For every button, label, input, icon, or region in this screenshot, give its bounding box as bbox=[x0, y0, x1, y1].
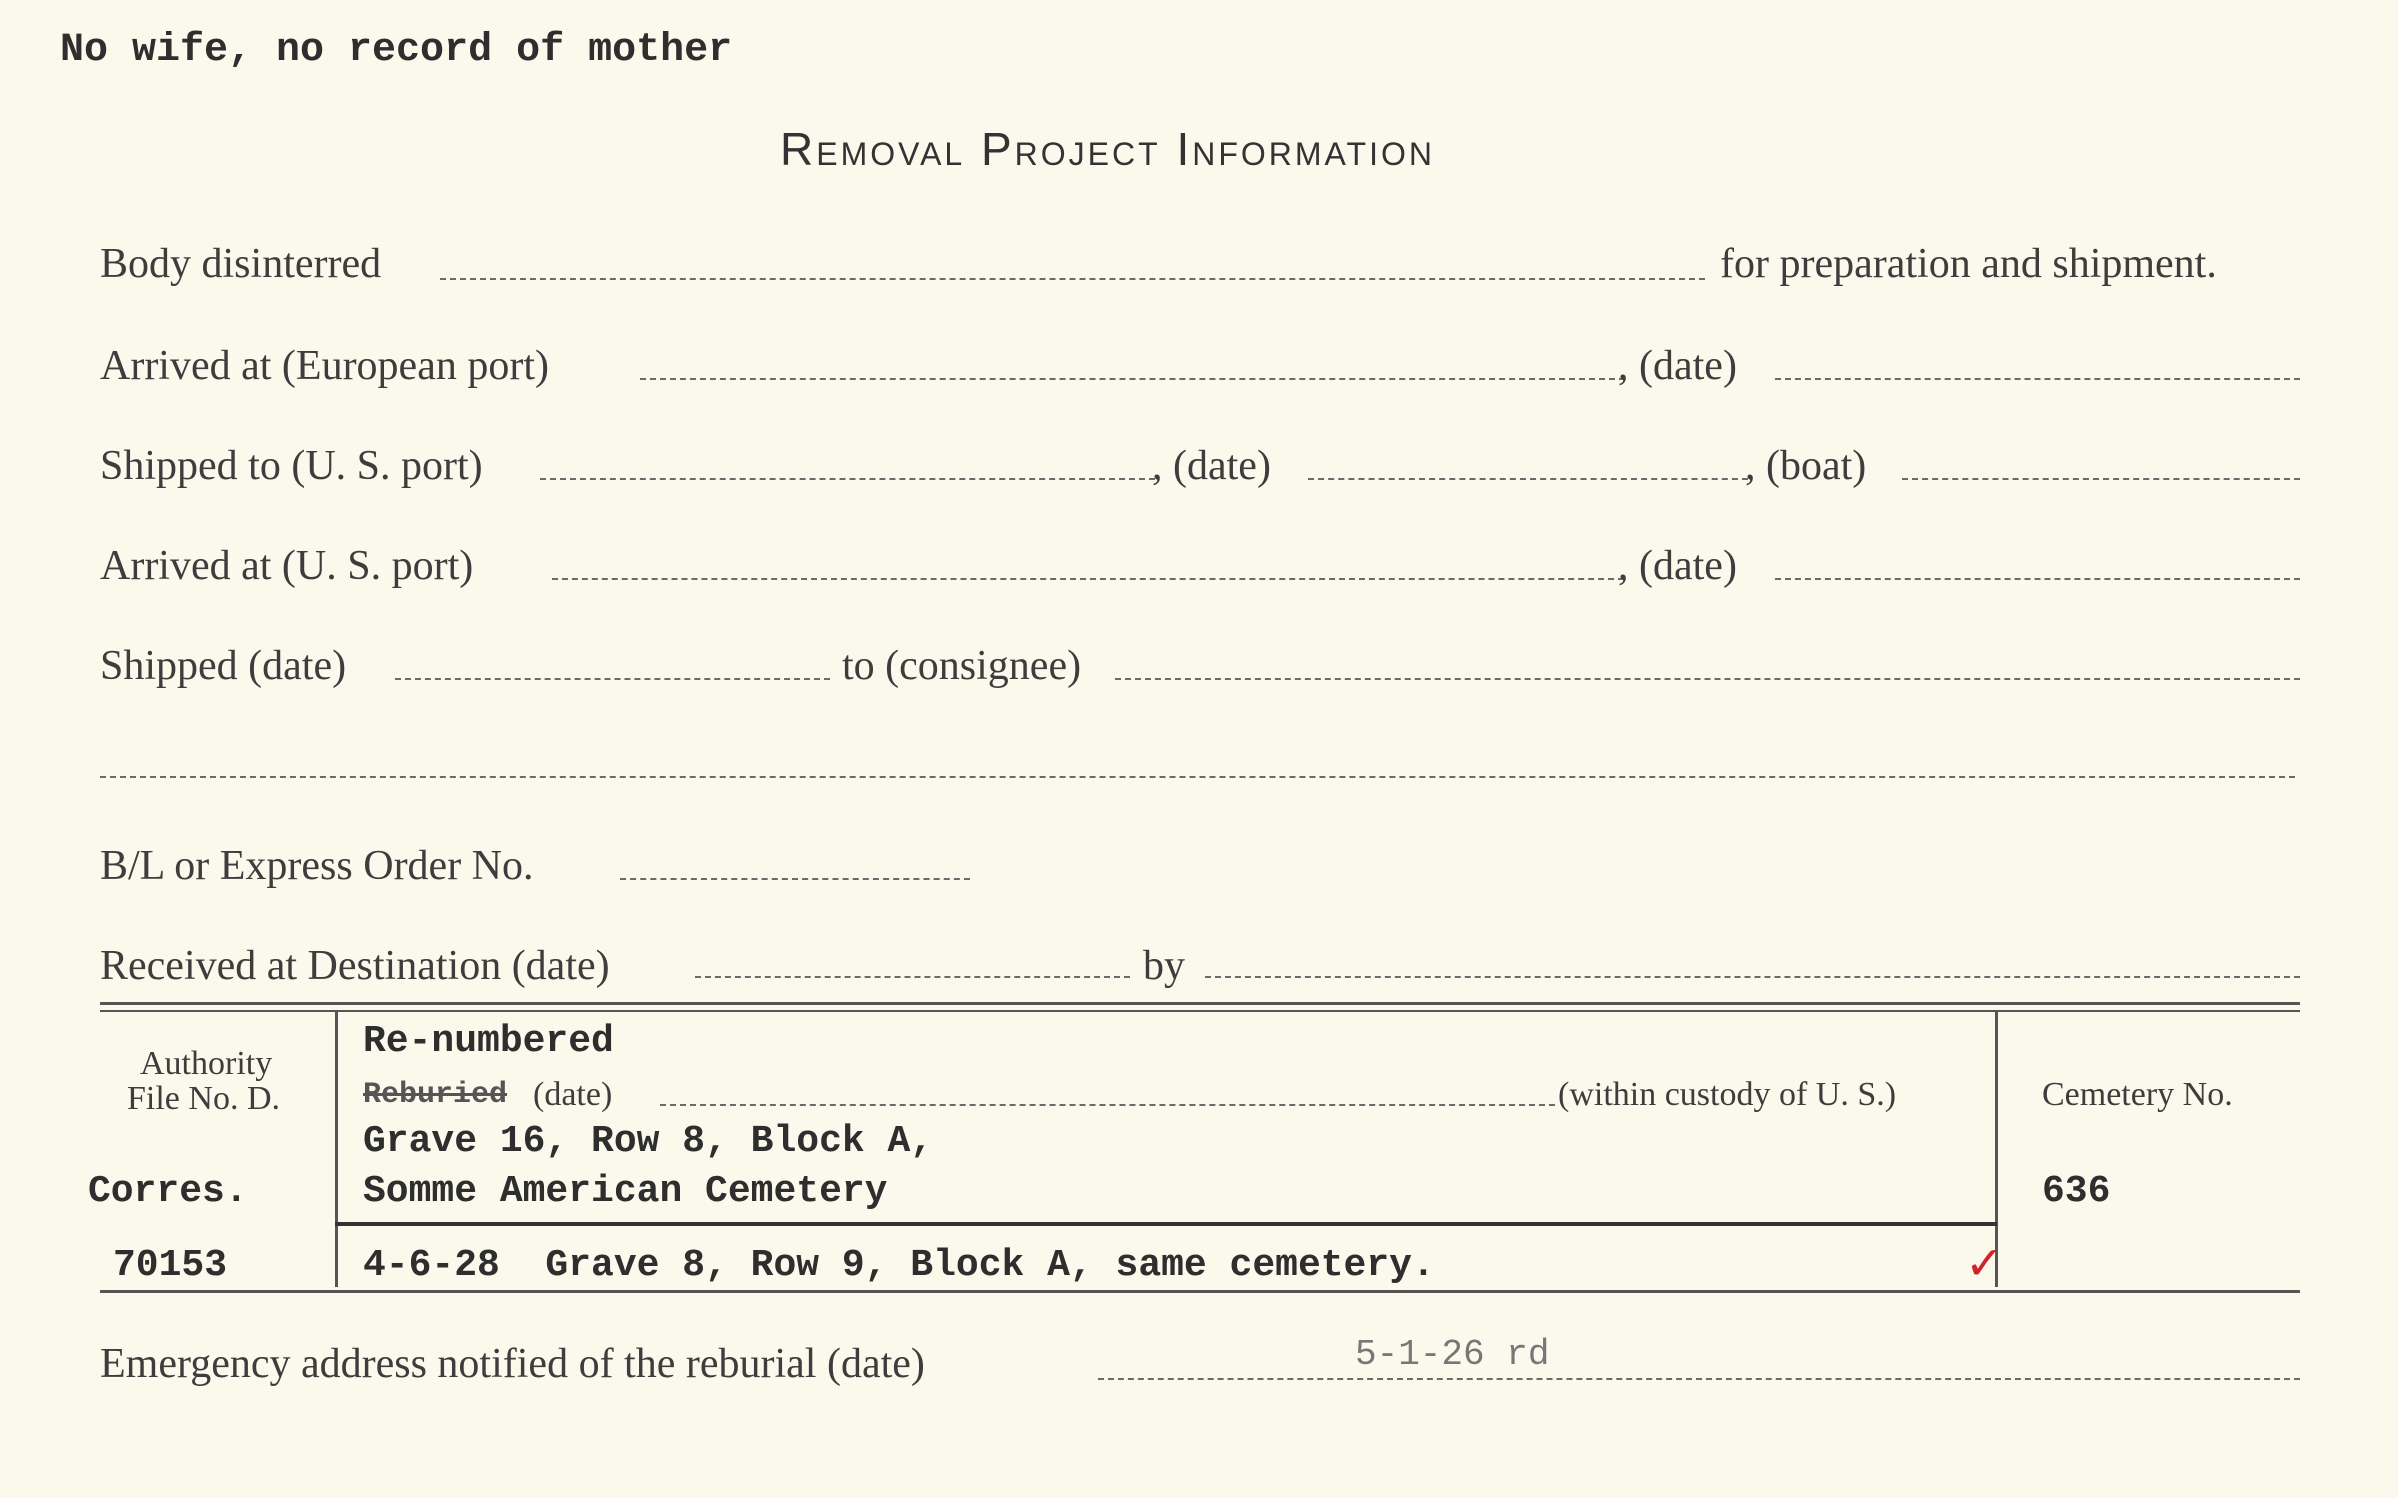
by-label: by bbox=[1143, 943, 1185, 989]
bl-express-field bbox=[620, 878, 970, 880]
file-number: 70153 bbox=[113, 1244, 228, 1287]
custody-date-field bbox=[660, 1104, 1555, 1106]
european-date-field bbox=[1775, 378, 2300, 380]
european-port-field bbox=[640, 378, 1625, 380]
shipped-date-value-field bbox=[395, 678, 830, 680]
emergency-date-value: 5-1-26 rd bbox=[1355, 1334, 1550, 1375]
update-line: 4-6-28 Grave 8, Row 9, Block A, same cemetery. bbox=[363, 1244, 1435, 1287]
emergency-label: Emergency address notified of the reburial (date) bbox=[100, 1341, 925, 1387]
date-label-2: , (date) bbox=[1152, 443, 1271, 489]
us-port-field bbox=[540, 478, 1155, 480]
struck-word: Reburied bbox=[363, 1078, 508, 1112]
top-note: No wife, no record of mother bbox=[60, 28, 733, 73]
table-top-rule-2 bbox=[100, 1010, 2300, 1012]
boat-label: , (boat) bbox=[1745, 443, 1867, 489]
authority-label: Authority bbox=[140, 1045, 273, 1082]
grave-line-2: Somme American Cemetery bbox=[363, 1170, 888, 1213]
to-consignee-label: to (consignee) bbox=[842, 643, 1082, 689]
table-bottom-rule bbox=[100, 1290, 2300, 1293]
shipped-date-field bbox=[1308, 478, 1748, 480]
table-mid-rule bbox=[335, 1222, 1997, 1226]
emergency-date-field bbox=[1098, 1378, 2300, 1380]
date-small-label: (date) bbox=[533, 1076, 613, 1113]
consignee-field bbox=[1115, 678, 2300, 680]
shipped-date-label: Shipped (date) bbox=[100, 643, 347, 689]
for-preparation-label: for preparation and shipment. bbox=[1720, 241, 2217, 287]
corres-label: Corres. bbox=[88, 1170, 248, 1213]
arrived-us-field bbox=[552, 578, 1624, 580]
grave-line-1: Grave 16, Row 8, Block A, bbox=[363, 1120, 934, 1163]
boat-field bbox=[1902, 478, 2300, 480]
cemetery-no-label: Cemetery No. bbox=[2042, 1076, 2233, 1113]
page-title: Removal Project Information bbox=[780, 123, 1435, 175]
body-disinterred-label: Body disinterred bbox=[100, 241, 382, 287]
body-disinterred-field bbox=[440, 278, 1705, 280]
received-by-field bbox=[1205, 976, 2300, 978]
cemetery-no-value: 636 bbox=[2042, 1170, 2111, 1213]
table-col-divider-left bbox=[335, 1012, 338, 1287]
date-label-3: , (date) bbox=[1618, 543, 1737, 589]
arrived-us-label: Arrived at (U. S. port) bbox=[100, 543, 474, 589]
consignee-continuation-field bbox=[100, 776, 2295, 778]
table-top-rule-1 bbox=[100, 1002, 2300, 1005]
arrived-european-label: Arrived at (European port) bbox=[100, 343, 549, 389]
renumbered-note: Re-numbered bbox=[363, 1020, 614, 1063]
bl-express-label: B/L or Express Order No. bbox=[100, 843, 534, 889]
shipped-to-label: Shipped to (U. S. port) bbox=[100, 443, 483, 489]
file-no-label: File No. D. bbox=[127, 1080, 280, 1117]
date-label-1: , (date) bbox=[1618, 343, 1737, 389]
received-destination-label: Received at Destination (date) bbox=[100, 943, 610, 989]
received-date-field bbox=[695, 976, 1130, 978]
within-custody-label: (within custody of U. S.) bbox=[1558, 1076, 1897, 1113]
check-mark-icon: ✓ bbox=[1965, 1236, 2004, 1290]
arrived-us-date-field bbox=[1775, 578, 2300, 580]
